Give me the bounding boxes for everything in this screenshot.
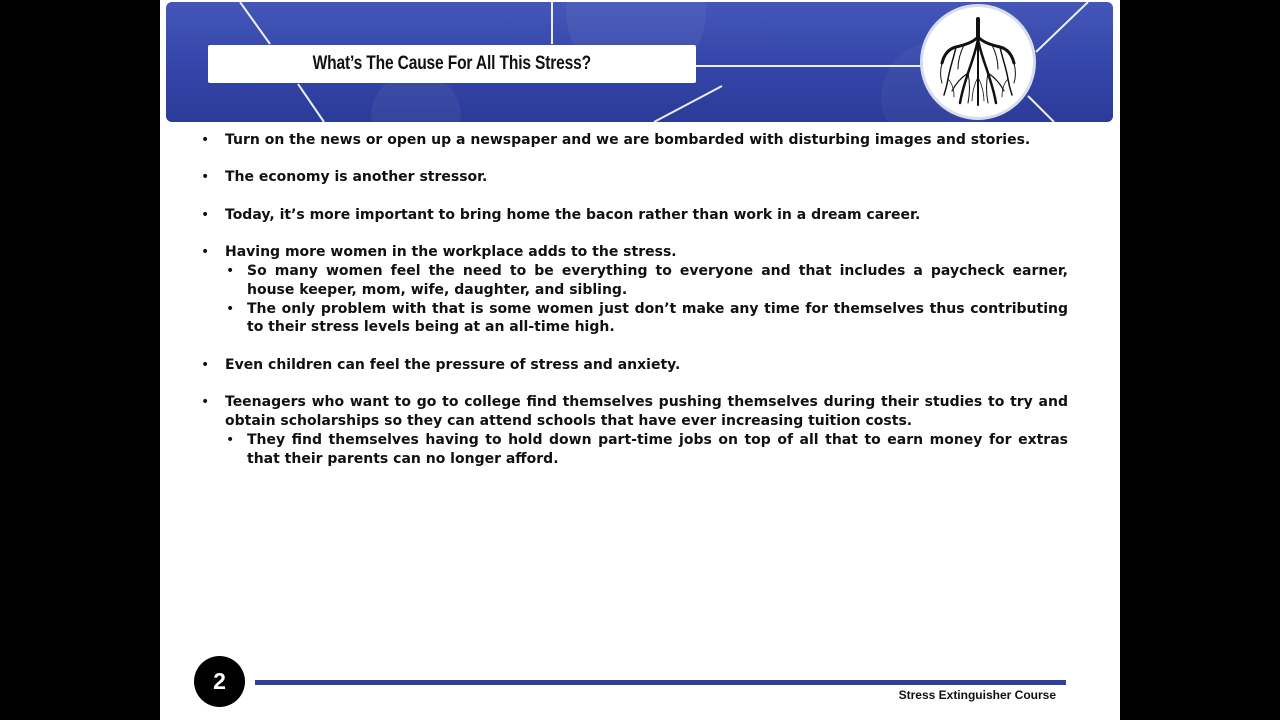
- bullet-text: • Today, it’s more important to bring home the bacon rather than work in a dream career.: [225, 206, 921, 223]
- list-item: [200, 131, 1068, 150]
- page-number: 2: [213, 668, 226, 694]
- bullet-text: • The economy is another stressor.: [225, 169, 488, 186]
- footer-course-name: Stress Extinguisher Course: [898, 688, 1056, 702]
- sub-list-item: • So many women feel the need to be everything to everyone and that includes a paycheck earner, house keeper, mom, wife, daughter, and sibling.: [200, 262, 1068, 300]
- header-banner: [166, 2, 1113, 122]
- page-title: What’s The Cause For All This Stress?: [312, 53, 592, 74]
- bullet-text: • Having more women in the workplace adds to the stress.: [225, 244, 677, 261]
- bullet-text: • Turn on the news or open up a newspaper and we are bombarded with disturbing images and stories.: [225, 132, 1031, 148]
- list-item: [200, 243, 1068, 337]
- sub-list-item: • The only problem with that is some women just don’t make any time for themselves thus contributing to their stress levels being at an all-time high.: [200, 300, 1068, 338]
- list-item: [200, 206, 1068, 225]
- tree-roots-icon: [938, 17, 1018, 107]
- bullet-text: • Even children can feel the pressure of stress and anxiety.: [225, 356, 681, 373]
- list-item: [200, 356, 1068, 375]
- logo: [920, 4, 1036, 120]
- slide: [160, 0, 1120, 720]
- bullet-list: [200, 131, 1068, 468]
- list-item: [200, 393, 1068, 468]
- sub-list-item: • They find themselves having to hold down part-time jobs on top of all that to earn money for extras that their parents can no longer afford.: [200, 431, 1068, 469]
- bullet-list-content: [200, 131, 1068, 487]
- title-box: [208, 45, 696, 83]
- list-item: [200, 168, 1068, 187]
- page-number-badge: [194, 656, 245, 707]
- bullet-text: • Teenagers who want to go to college find themselves pushing themselves during their studies to try and obtain scholarships so they can attend schools that have ever increasing tuition costs.: [225, 394, 1068, 429]
- sub-bullet-list: [200, 431, 1068, 469]
- sub-bullet-list: [200, 262, 1068, 337]
- footer-divider: [255, 680, 1066, 685]
